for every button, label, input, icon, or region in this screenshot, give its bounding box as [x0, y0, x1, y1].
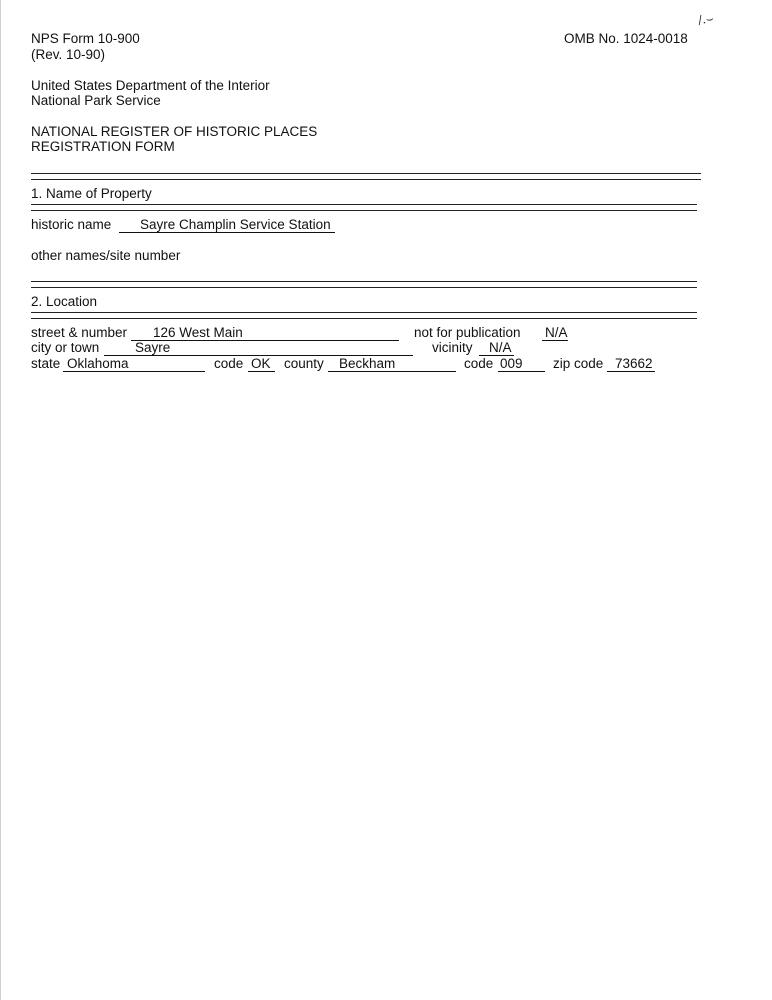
- county-code-label: code: [464, 356, 494, 371]
- state-code-value: OK: [251, 356, 271, 371]
- city-label: city or town: [31, 340, 100, 355]
- city-value: Sayre: [135, 340, 171, 355]
- state-field: [63, 356, 205, 372]
- section-divider: [31, 173, 701, 180]
- vicinity-field: [479, 340, 514, 356]
- county-code-field: [498, 356, 545, 372]
- section-divider: [31, 281, 697, 288]
- section-divider: [31, 312, 697, 319]
- zip-code-label: zip code: [553, 356, 604, 371]
- state-value: Oklahoma: [67, 356, 129, 371]
- county-field: [328, 356, 456, 372]
- vicinity-value: N/A: [489, 340, 512, 355]
- historic-name-value: Sayre Champlin Service Station: [140, 217, 331, 232]
- handwritten-mark: /.⌣: [697, 10, 715, 28]
- historic-name-label: historic name: [31, 217, 112, 232]
- street-label: street & number: [31, 325, 128, 340]
- section-2-heading: 2. Location: [31, 294, 98, 309]
- county-value: Beckham: [339, 356, 396, 371]
- department-name: United States Department of the Interior: [31, 78, 270, 93]
- service-name: National Park Service: [31, 93, 161, 108]
- county-label: county: [284, 356, 324, 371]
- county-code-value: 009: [500, 356, 523, 371]
- not-for-publication-field: [542, 325, 568, 341]
- form-title-line1: NATIONAL REGISTER OF HISTORIC PLACES: [31, 124, 318, 139]
- form-number: NPS Form 10-900: [31, 31, 140, 46]
- not-for-publication-label: not for publication: [414, 325, 521, 340]
- section-divider: [31, 204, 697, 211]
- form-revision: (Rev. 10-90): [31, 47, 106, 62]
- not-for-publication-value: N/A: [545, 325, 568, 340]
- section-1-heading: 1. Name of Property: [31, 186, 152, 201]
- state-code-field: [248, 356, 275, 372]
- city-field: [104, 340, 413, 356]
- zip-code-value: 73662: [615, 356, 653, 371]
- omb-number: OMB No. 1024-0018: [564, 31, 688, 46]
- state-code-label: code: [214, 356, 244, 371]
- form-title-line2: REGISTRATION FORM: [31, 139, 175, 154]
- street-field: [131, 325, 399, 341]
- other-names-label: other names/site number: [31, 248, 181, 263]
- historic-name-field: [119, 217, 335, 233]
- state-label: state: [31, 356, 61, 371]
- zip-code-field: [607, 356, 655, 372]
- street-value: 126 West Main: [153, 325, 243, 340]
- vicinity-label: vicinity: [432, 340, 473, 355]
